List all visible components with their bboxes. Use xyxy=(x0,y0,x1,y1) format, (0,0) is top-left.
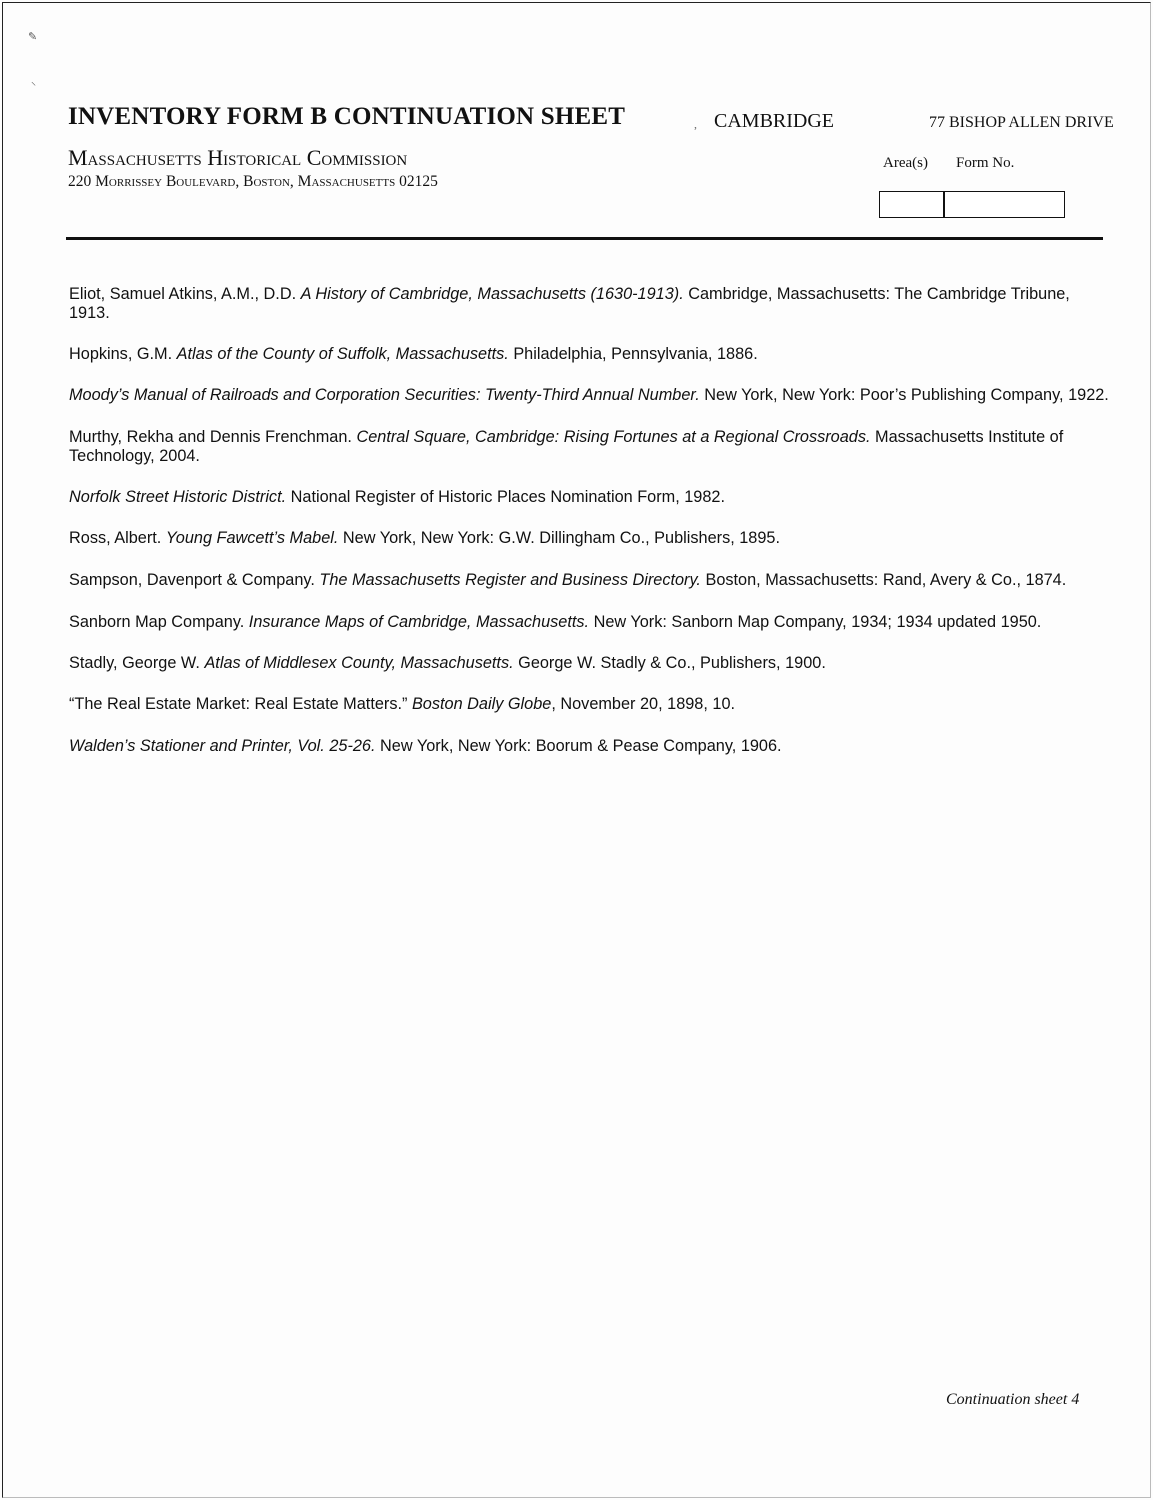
reference-text: George W. Stadly & Co., Publishers, 1900. xyxy=(513,654,826,672)
reference-text: Sampson, Davenport & Company. xyxy=(69,571,320,589)
area-label: Area(s) xyxy=(883,155,928,171)
reference-title: Atlas of the County of Suffolk, Massachusetts. xyxy=(176,345,509,363)
reference-title: Atlas of Middlesex County, Massachusetts. xyxy=(204,654,514,672)
header-divider xyxy=(66,237,1103,240)
reference-text: Ross, Albert. xyxy=(69,529,166,547)
bibliography-list xyxy=(69,285,1109,779)
scan-mark: ✎ xyxy=(28,30,38,43)
form-number-label: Form No. xyxy=(956,155,1015,171)
reference-text: New York, New York: Poor’s Publishing Company, 1922. xyxy=(699,386,1109,404)
reference-entry xyxy=(69,488,1109,507)
reference-entry xyxy=(69,737,1109,756)
reference-text: New York, New York: G.W. Dillingham Co., Publishers, 1895. xyxy=(338,529,780,547)
reference-text: National Register of Historic Places Nomination Form, 1982. xyxy=(286,488,725,506)
area-field[interactable] xyxy=(879,191,944,218)
reference-title: A History of Cambridge, Massachusetts (1630-1913). xyxy=(300,285,684,303)
reference-title: Moody’s Manual of Railroads and Corporation Securities: Twenty-Third Annual Number. xyxy=(69,386,700,404)
reference-entry xyxy=(69,428,1109,466)
form-number-field[interactable] xyxy=(944,191,1065,218)
reference-text: “The Real Estate Market: Real Estate Matters.” xyxy=(69,695,412,713)
reference-text: Cambridge, Massachusetts: The Cambridge Tribune, 1913. xyxy=(69,285,1070,322)
reference-entry xyxy=(69,285,1109,323)
reference-text: New York: Sanborn Map Company, 1934; 1934 updated 1950. xyxy=(589,613,1042,631)
reference-text: Sanborn Map Company. xyxy=(69,613,249,631)
reference-text: Eliot, Samuel Atkins, A.M., D.D. xyxy=(69,285,301,303)
form-title: INVENTORY FORM B CONTINUATION SHEET xyxy=(68,103,626,130)
reference-title: Walden’s Stationer and Printer, Vol. 25-26. xyxy=(69,737,376,755)
commission-address: 220 Morrissey Boulevard, Boston, Massachusetts 02125 xyxy=(68,173,438,190)
reference-text: Hopkins, G.M. xyxy=(69,345,177,363)
reference-text: New York, New York: Boorum & Pease Company, 1906. xyxy=(375,737,782,755)
reference-title: The Massachusetts Register and Business Directory. xyxy=(319,571,701,589)
reference-title: Central Square, Cambridge: Rising Fortunes at a Regional Crossroads. xyxy=(356,428,871,446)
scan-mark: , xyxy=(694,117,697,131)
reference-text: , November 20, 1898, 10. xyxy=(551,695,736,713)
scan-mark: ⸌ xyxy=(31,81,36,92)
reference-text: Massachusetts Institute of Technology, 2004. xyxy=(69,428,1064,465)
continuation-sheet-label: Continuation sheet 4 xyxy=(946,1391,1080,1408)
reference-text: Stadly, George W. xyxy=(69,654,205,672)
reference-entry xyxy=(69,613,1109,632)
commission-name: Massachusetts Historical Commission xyxy=(68,145,408,170)
reference-title: Norfolk Street Historic District. xyxy=(69,488,287,506)
reference-title: Young Fawcett’s Mabel. xyxy=(165,529,339,547)
reference-text: Philadelphia, Pennsylvania, 1886. xyxy=(508,345,758,363)
reference-text: Boston, Massachusetts: Rand, Avery & Co., 1874. xyxy=(700,571,1067,589)
reference-entry xyxy=(69,695,1109,714)
reference-title: Boston Daily Globe xyxy=(411,695,552,713)
reference-entry xyxy=(69,345,1109,364)
town-name: CAMBRIDGE xyxy=(714,110,835,132)
reference-entry xyxy=(69,386,1109,405)
reference-title: Insurance Maps of Cambridge, Massachusetts. xyxy=(248,613,590,631)
reference-text: Murthy, Rekha and Dennis Frenchman. xyxy=(69,428,357,446)
property-address: 77 BISHOP ALLEN DRIVE xyxy=(929,114,1114,131)
reference-entry xyxy=(69,654,1109,673)
reference-entry xyxy=(69,529,1109,548)
reference-entry xyxy=(69,571,1109,590)
